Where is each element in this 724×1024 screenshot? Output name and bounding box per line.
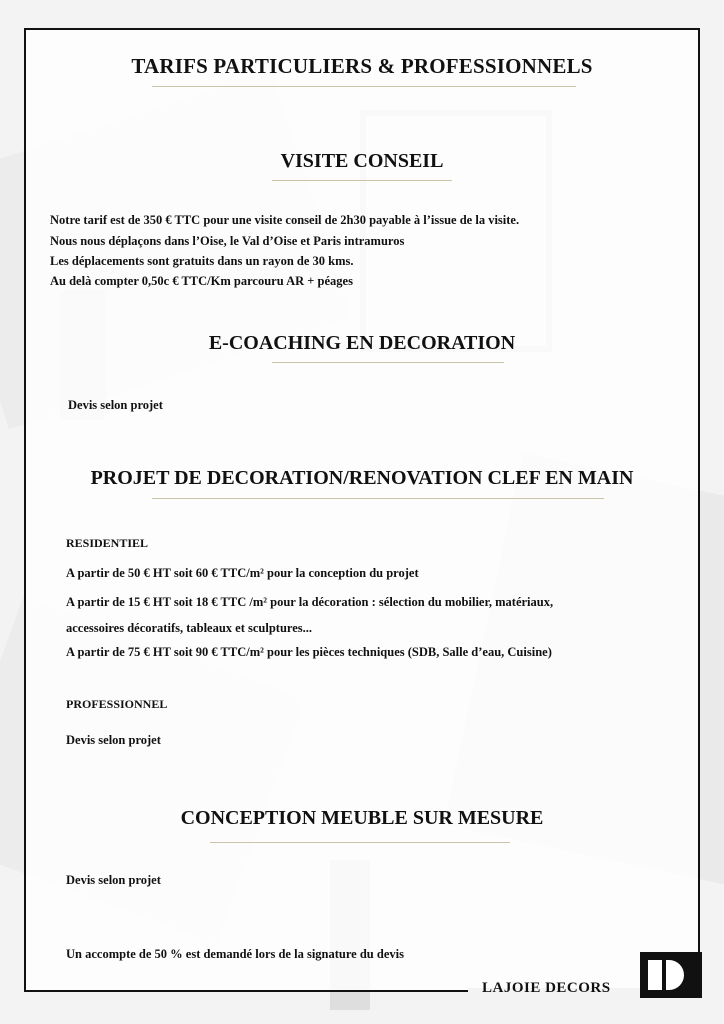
- section-title-visite-conseil: VISITE CONSEIL: [280, 150, 444, 172]
- visite-line: Au delà compter 0,50c € TTC/Km parcouru AR + péages: [50, 274, 353, 288]
- section-underline: [152, 498, 604, 499]
- section-underline: [210, 842, 510, 843]
- residentiel-line: A partir de 50 € HT soit 60 € TTC/m² pour la conception du projet: [66, 566, 419, 580]
- title-underline: [152, 86, 576, 87]
- section-title-ecoaching: E-COACHING EN DECORATION: [208, 332, 516, 354]
- section-underline: [272, 180, 452, 181]
- acompte-note: Un accompte de 50 % est demandé lors de la signature du devis: [66, 947, 404, 961]
- visite-line: Nous nous déplaçons dans l’Oise, le Val d’Oise et Paris intramuros: [50, 234, 405, 248]
- professionnel-label: PROFESSIONNEL: [66, 697, 168, 711]
- ecoaching-text: Devis selon projet: [68, 398, 163, 412]
- residentiel-line: A partir de 15 € HT soit 18 € TTC /m² pour la décoration : sélection du mobilier, matériaux,: [66, 595, 554, 609]
- section-title-meuble: CONCEPTION MEUBLE SUR MESURE: [180, 807, 544, 829]
- ld-monogram-icon: [640, 952, 702, 998]
- brand-name: LAJOIE DECORS: [482, 980, 611, 996]
- page-title: TARIFS PARTICULIERS & PROFESSIONNELS: [131, 54, 593, 78]
- residentiel-line: A partir de 75 € HT soit 90 € TTC/m² pour les pièces techniques (SDB, Salle d’eau, Cuisine): [66, 645, 552, 659]
- residentiel-label: RESIDENTIEL: [66, 536, 149, 550]
- visite-line: Notre tarif est de 350 € TTC pour une visite conseil de 2h30 payable à l’issue de la visite.: [50, 213, 520, 227]
- residentiel-line: accessoires décoratifs, tableaux et sculptures...: [66, 621, 313, 635]
- section-title-projet: PROJET DE DECORATION/RENOVATION CLEF EN MAIN: [90, 467, 634, 489]
- meuble-text: Devis selon projet: [66, 873, 161, 887]
- section-underline: [272, 362, 504, 363]
- professionnel-text: Devis selon projet: [66, 733, 161, 747]
- visite-line: Les déplacements sont gratuits dans un rayon de 30 kms.: [50, 254, 354, 268]
